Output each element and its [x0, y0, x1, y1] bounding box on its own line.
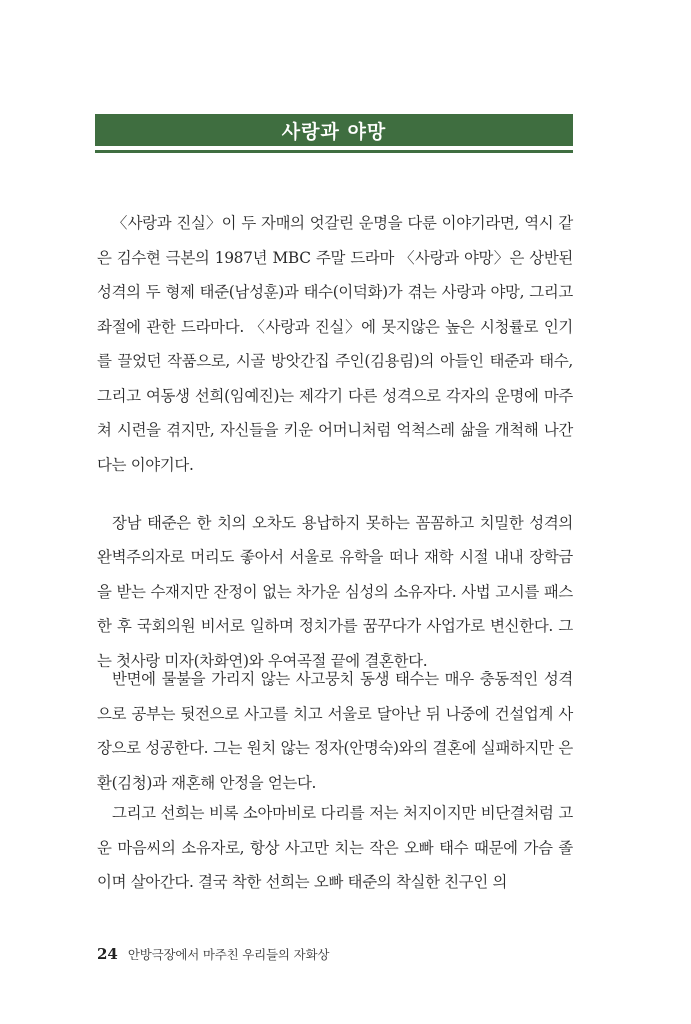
title-underline [95, 150, 573, 153]
page-footer [97, 945, 329, 963]
chapter-title-bar [95, 114, 573, 146]
paragraph-4: 그리고 선희는 비록 소아마비로 다리를 저는 처지이지만 비단결처럼 고운 마음씨의 소유자로, 항상 사고만 치는 작은 오빠 태수 때문에 가슴 졸이며 살아간다. 결국 착한 선희는 오빠 태준의 착실한 친구인 의 [97, 804, 573, 891]
chapter-title: 사랑과 야망 [281, 120, 387, 143]
running-title: 안방극장에서 마주친 우리들의 자화상 [127, 947, 330, 962]
paragraph-1: 〈사랑과 진실〉이 두 자매의 엇갈린 운명을 다룬 이야기라면, 역시 같은 김수현 극본의 1987년 MBC 주말 드라마 〈사랑과 야망〉은 상반된 성격의 두 형제 태준(남성훈)과 태수(이덕화)가 겪는 사랑과 야망, 그리고 좌절에 관한 드라마다. 〈사랑과 진실〉에 못지않은 높은 시청률로 인기를 끌었던 작품으로, 시골 방앗간집 주인(김용림)의 아들인 태준과 태수, 그리고 여동생 선희(임예진)는 제각기 다른 성격으로 각자의 운명에 마주쳐 시련을 겪지만, 자신들을 키운 어머니처럼 억척스레 삶을 개척해 나간다는 이야기다. [97, 214, 573, 474]
paragraph-3: 반면에 물불을 가리지 않는 사고뭉치 동생 태수는 매우 충동적인 성격으로 공부는 뒷전으로 사고를 치고 서울로 달아난 뒤 나중에 건설업계 사장으로 성공한다. 그는 원치 않는 정자(안명숙)와의 결혼에 실패하지만 은환(김청)과 재혼해 안정을 얻는다. [97, 670, 573, 792]
paragraph-2: 장남 태준은 한 치의 오차도 용납하지 못하는 꼼꼼하고 치밀한 성격의 완벽주의자로 머리도 좋아서 서울로 유학을 떠나 재학 시절 내내 장학금을 받는 수재지만 잔정이 없는 차가운 심성의 소유자다. 사법 고시를 패스한 후 국회의원 비서로 일하며 정치가를 꿈꾸다가 사업가로 변신한다. 그는 첫사랑 미자(차화연)와 우여곡절 끝에 결혼한다. [97, 514, 573, 670]
page-number: 24 [97, 945, 118, 963]
